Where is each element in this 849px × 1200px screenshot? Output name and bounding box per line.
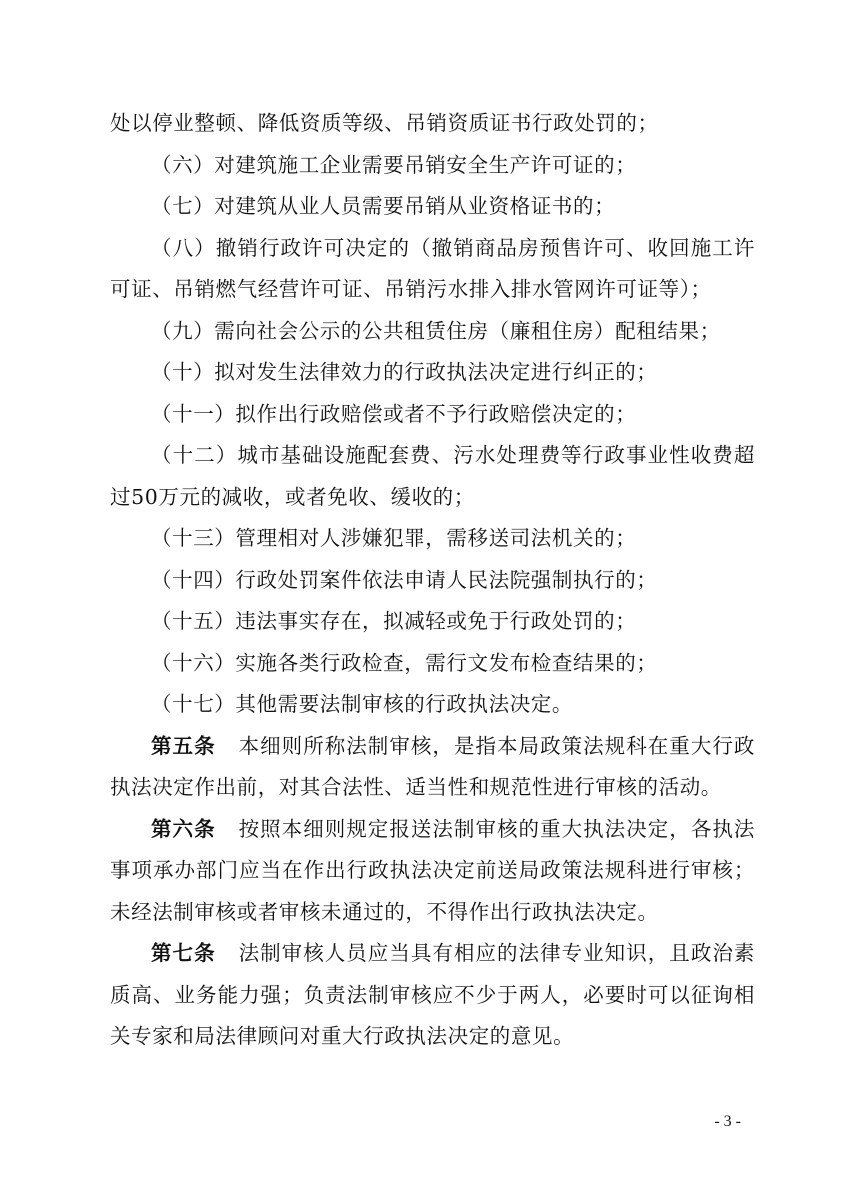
article-text: 本细则所称法制审核，是指本局政策法规科在重大行政执法决定作出前，对其合法性、适当性和规范性进行审核的活动。	[110, 733, 755, 799]
list-item: （十二）城市基础设施配套费、污水处理费等行政事业性收费超过50万元的减收，或者免收、缓收的；	[110, 443, 755, 509]
list-item: （十四）行政处罚案件依法申请人民法院强制执行的；	[151, 567, 658, 592]
list-item: （八）撤销行政许可决定的（撤销商品房预售许可、收回施工许可证、吊销燃气经营许可证、吊销污水排入排水管网许可证等）；	[110, 235, 755, 301]
paragraph: 处以停业整顿、降低资质等级、吊销资质证书行政处罚的；	[110, 111, 659, 135]
list-item: （十一）拟作出行政赔偿或者不予行政赔偿决定的；	[151, 401, 637, 426]
article-paragraph	[110, 809, 755, 934]
article-heading: 第六条	[151, 816, 216, 841]
list-item: （十）拟对发生法律效力的行政执法决定进行纠正的；	[151, 360, 658, 384]
list-item: （十六）实施各类行政检查，需行文发布检查结果的；	[151, 650, 658, 675]
list-item: （六）对建筑施工企业需要吊销安全生产许可证的；	[151, 152, 637, 177]
list-item: （十三）管理相对人涉嫌犯罪，需移送司法机关的；	[151, 526, 637, 550]
article-heading: 第七条	[151, 941, 216, 965]
article-text: 法制审核人员应当具有相应的法律专业知识，且政治素质高、业务能力强；负责法制审核应不少于两人，必要时可以征询相关专家和局法律顾问对重大行政执法决定的意见。	[110, 941, 755, 1048]
article-paragraph	[110, 933, 755, 1058]
page-number: - 3 -	[714, 1113, 741, 1130]
article-paragraph	[110, 726, 755, 809]
list-item: （十五）违法事实存在，拟减轻或免于行政处罚的；	[151, 609, 637, 633]
article-heading: 第五条	[151, 733, 216, 758]
list-item: （九）需向社会公示的公共租赁住房（廉租住房）配租结果；	[151, 318, 721, 343]
list-item: （十七）其他需要法制审核的行政执法决定。	[151, 692, 573, 716]
article-text: 按照本细则规定报送法制审核的重大执法决定，各执法事项承办部门应当在作出行政执法决定前送局政策法规科进行审核；未经法制审核或者审核未通过的，不得作出行政执法决定。	[110, 816, 755, 924]
document-body	[110, 103, 755, 1058]
list-item: （七）对建筑从业人员需要吊销从业资格证书的；	[151, 194, 616, 218]
